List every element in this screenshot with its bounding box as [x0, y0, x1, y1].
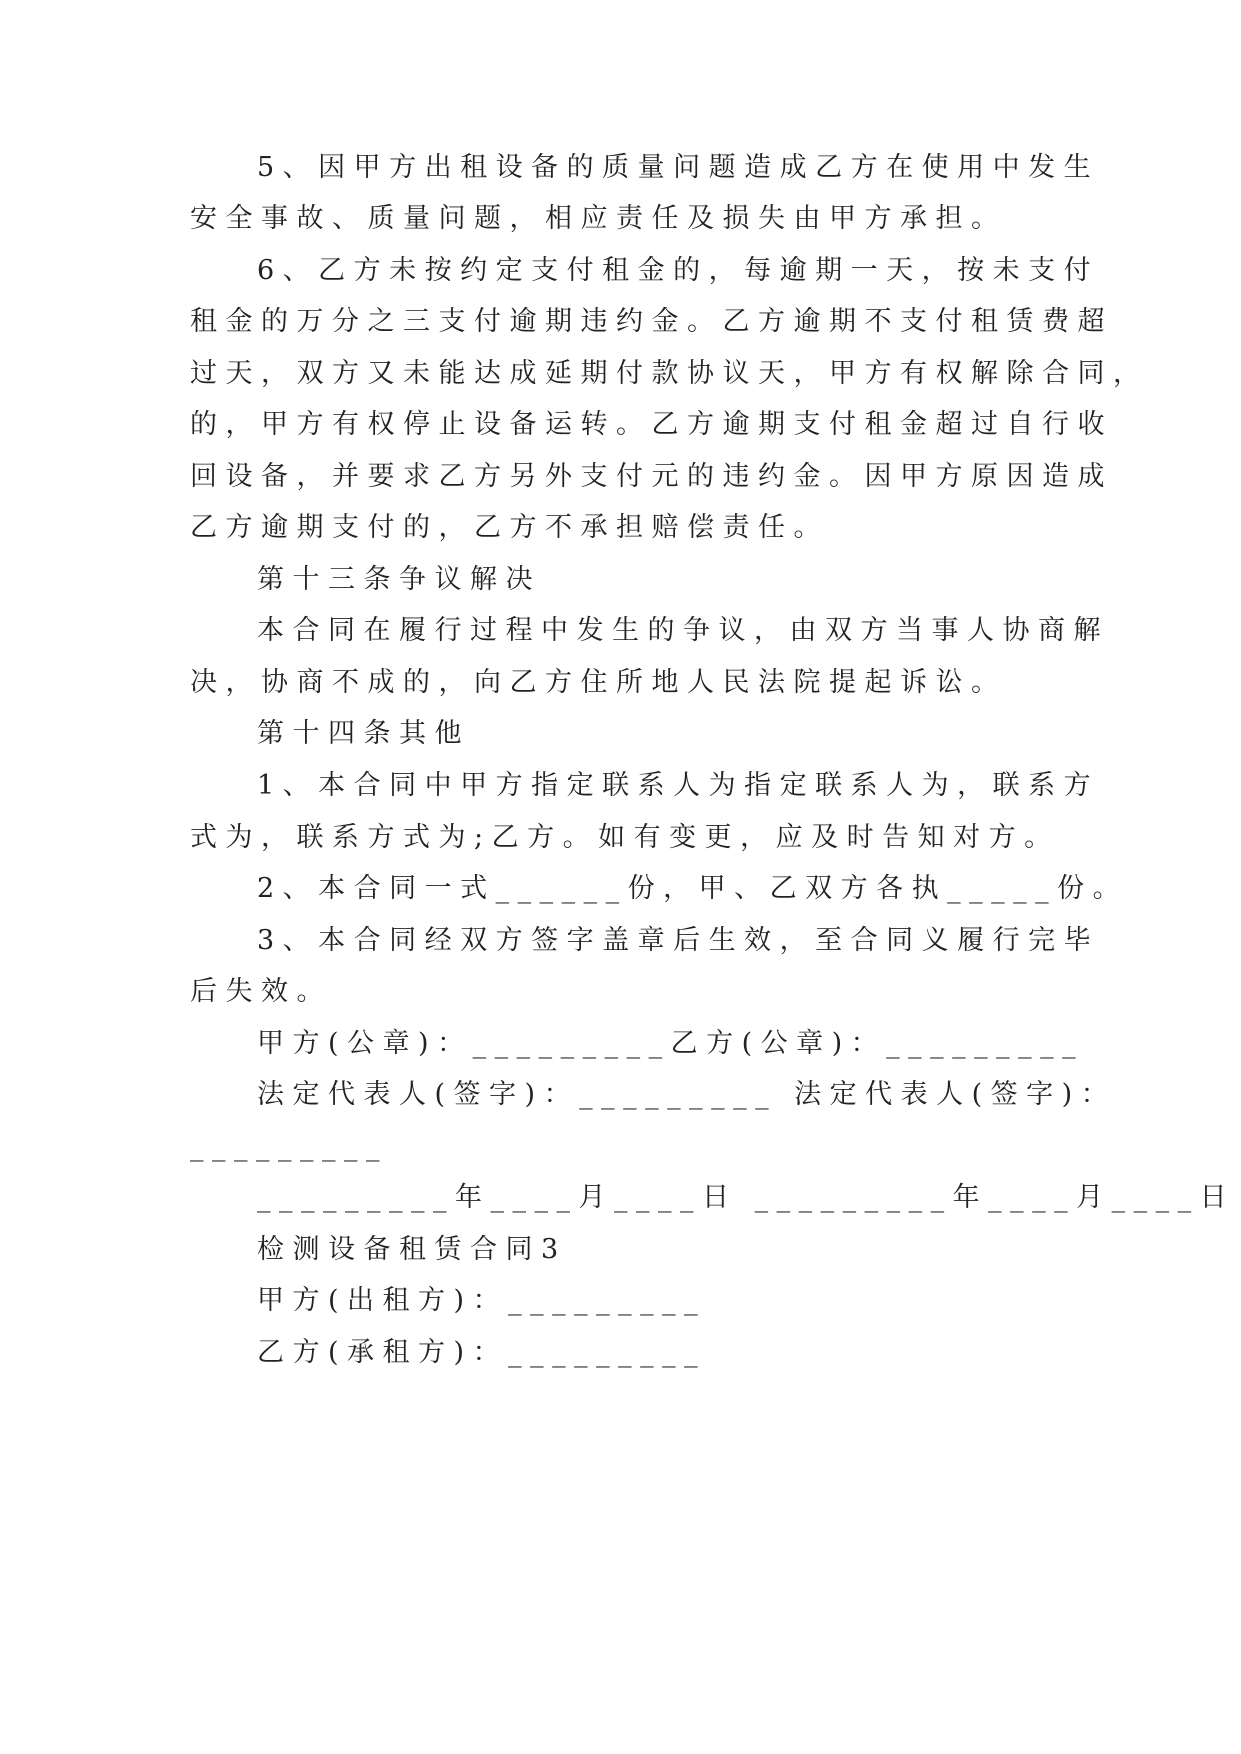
section-heading: 第十四条其他 [257, 718, 470, 749]
paragraph-line: 2、本合同一式______份，甲、乙双方各执_____份。 [257, 873, 1129, 904]
party-b-line: 乙方(承租方)：_________ [257, 1337, 707, 1368]
paragraph-line: 决，协商不成的，向乙方住所地人民法院提起诉讼。 [190, 667, 1007, 698]
paragraph-line: 安全事故、质量问题，相应责任及损失由甲方承担。 [190, 203, 1007, 234]
party-a-line: 甲方(出租方)：_________ [257, 1285, 707, 1316]
section-heading: 第十三条争议解决 [257, 564, 541, 595]
signature-line-representative: 法定代表人(签字)：_________ 法定代表人(签字)： [257, 1079, 1117, 1110]
paragraph-line: 3、本合同经双方签字盖章后生效，至合同义履行完毕 [257, 925, 1100, 956]
paragraph-line: 6、乙方未按约定支付租金的，每逾期一天，按未支付 [257, 255, 1100, 286]
paragraph-line: 式为，联系方式为;乙方。如有变更，应及时告知对方。 [190, 822, 1060, 853]
signature-line-seal: 甲方(公章)：_________乙方(公章)：_________ [257, 1028, 1085, 1059]
signature-blank: _________ [190, 1131, 388, 1162]
paragraph-line: 过天，双方又未能达成延期付款协议天，甲方有权解除合同， [190, 358, 1149, 389]
paragraph-line: 回设备，并要求乙方另外支付元的违约金。因甲方原因造成 [190, 461, 1113, 492]
paragraph-line: 5、因甲方出租设备的质量问题造成乙方在使用中发生 [257, 152, 1100, 183]
paragraph-line: 乙方逾期支付的，乙方不承担赔偿责任。 [190, 512, 829, 543]
paragraph-line: 1、本合同中甲方指定联系人为指定联系人为，联系方 [257, 770, 1100, 801]
contract-title: 检测设备租赁合同3 [257, 1234, 567, 1265]
paragraph-line: 租金的万分之三支付逾期违约金。乙方逾期不支付租赁费超 [190, 306, 1113, 337]
paragraph-line: 的，甲方有权停止设备运转。乙方逾期支付租金超过自行收 [190, 409, 1113, 440]
paragraph-line: 后失效。 [190, 976, 332, 1007]
paragraph-line: 本合同在履行过程中发生的争议，由双方当事人协商解 [257, 615, 1109, 646]
signature-date-line: _________年____月____日 _________年____月____日 [257, 1182, 1236, 1213]
